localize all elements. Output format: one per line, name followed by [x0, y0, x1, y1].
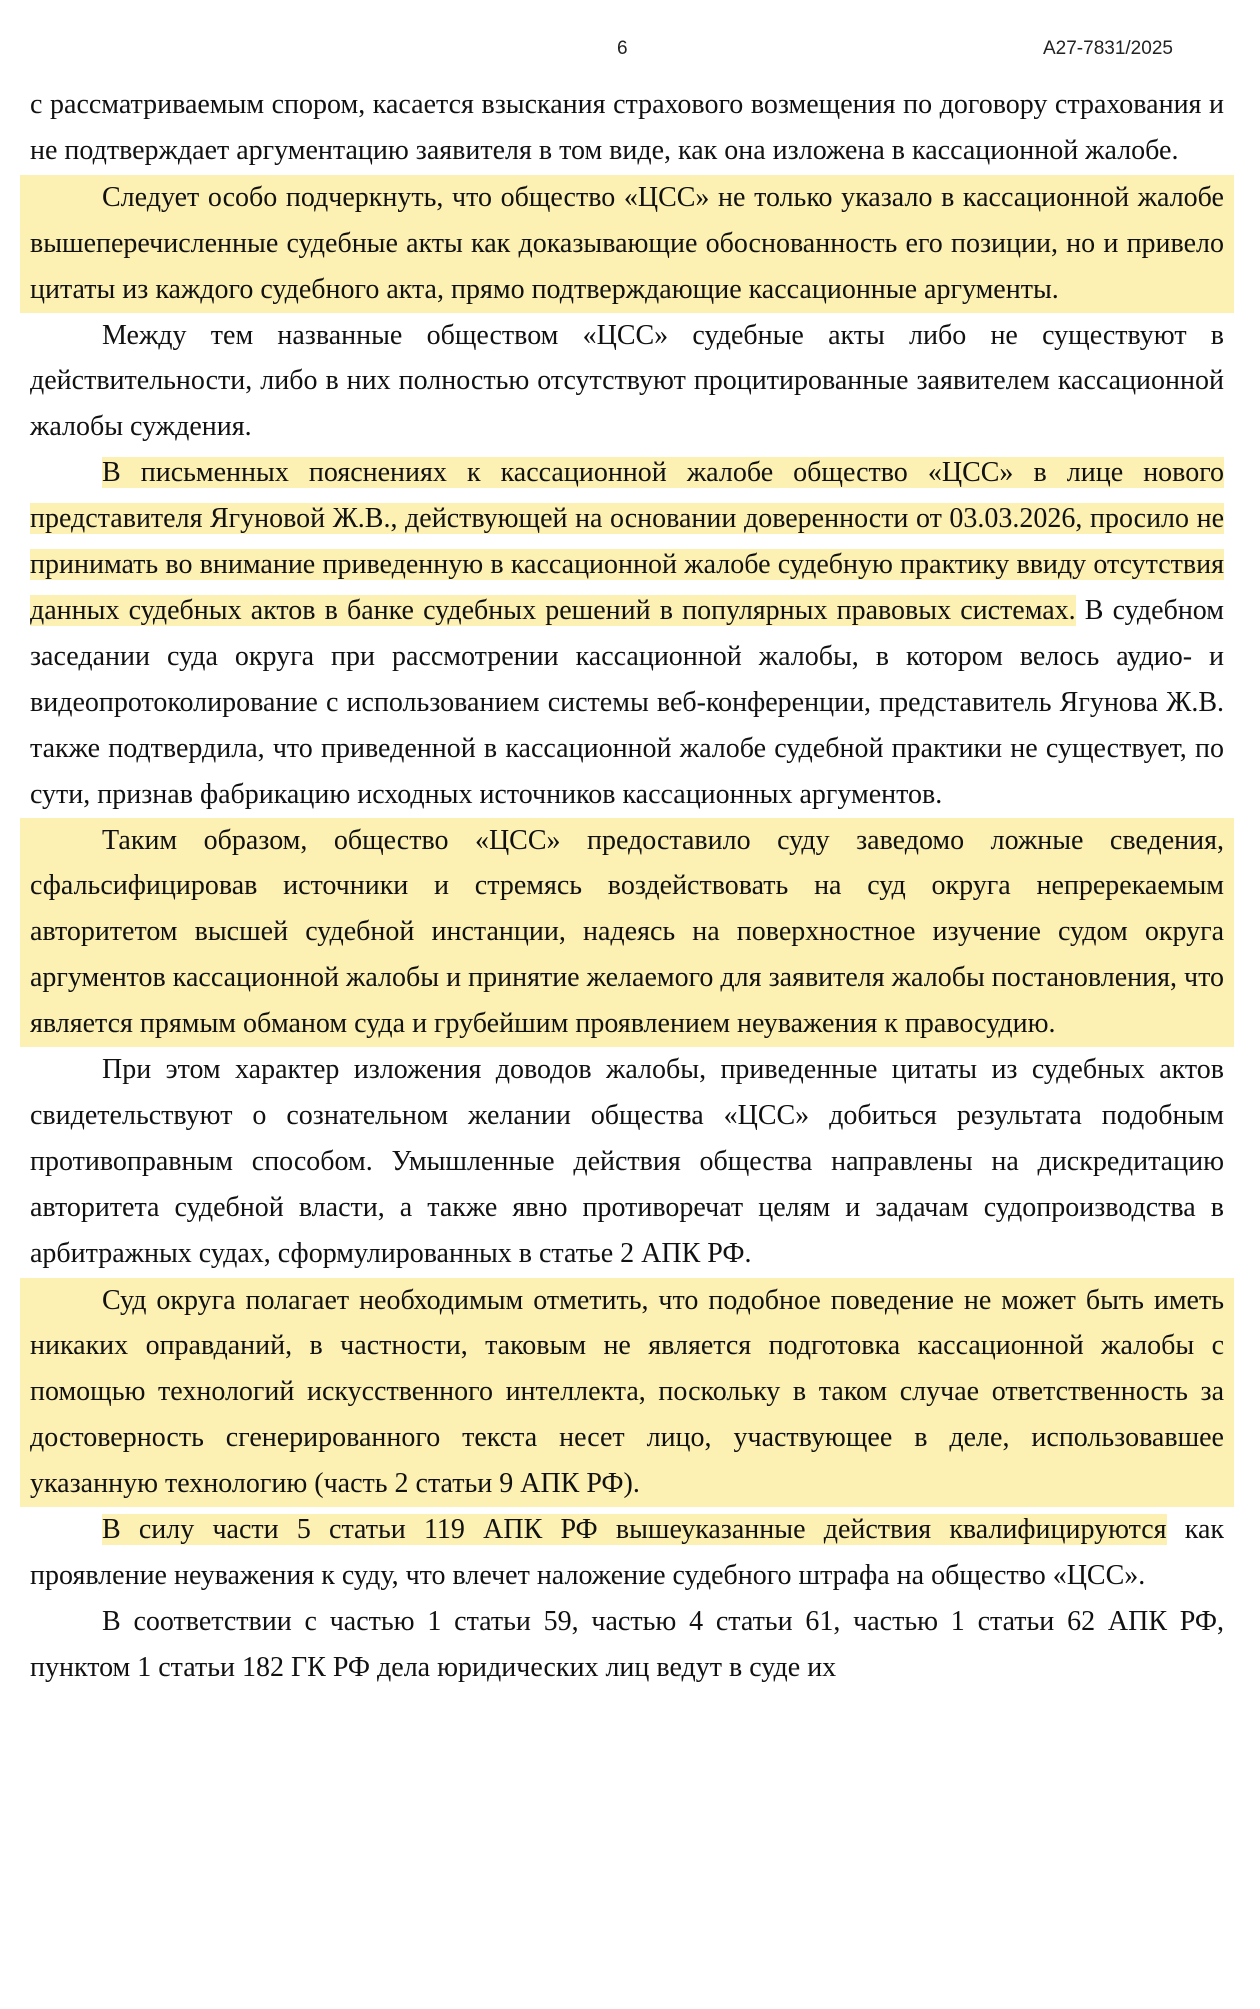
paragraph-mixed — [30, 450, 1224, 817]
paragraph: Между тем названные обществом «ЦСС» судебные акты либо не существуют в действительности, либо в них полностью отсутствуют процитированные заявителем кассационной жалобы суждения. — [30, 319, 1224, 443]
paragraph: В соответствии с частью 1 статьи 59, частью 4 статьи 61, частью 1 статьи 62 АПК РФ, пунктом 1 статьи 182 ГК РФ дела юридических лиц ведут в суде их — [30, 1605, 1224, 1683]
document-body — [30, 82, 1224, 1691]
highlighted-passage: В силу части 5 статьи 119 АПК РФ вышеуказанные действия квалифицируются — [102, 1514, 1167, 1546]
plain-passage: как проявление неуважения к суду, что влечет наложение судебного штрафа на общество «ЦСС». — [30, 1514, 1225, 1591]
paragraph-highlighted: Таким образом, общество «ЦСС» предоставило суду заведомо ложные сведения, сфальсифицировав источники и стремясь воздействовать на суд округа непререкаемым авторитетом высшей судебной инстанции, надеясь на поверхностное изучение судом округа аргументов кассационной жалобы и принятие желаемого для заявителя жалобы постановления, что является прямым обманом суда и грубейшим проявлением неуважения к правосудию. — [20, 818, 1234, 1048]
plain-passage: В судебном заседании суда округа при рассмотрении кассационной жалобы, в котором велось аудио- и видеопротоколирование с использованием системы веб-конференции, представитель Ягунова Ж.В. также подтвердила, что приведенной в кассационной жалобе судебной практики не существует, по сути, признав фабрикацию исходных источников кассационных аргументов. — [30, 594, 1224, 810]
page-header — [0, 38, 1260, 68]
page-number: 6 — [617, 38, 628, 59]
paragraph-highlighted: Суд округа полагает необходимым отметить, что подобное поведение не может быть иметь никаких оправданий, в частности, таковым не является подготовка кассационной жалобы с помощью технологий искусственного интеллекта, поскольку в таком случае ответственность за достоверность сгенерированного текста несет лицо, участвующее в деле, использовавшее указанную технологию (часть 2 статьи 9 АПК РФ). — [20, 1278, 1234, 1508]
paragraph: При этом характер изложения доводов жалобы, приведенные цитаты из судебных актов свидетельствуют о сознательном желании общества «ЦСС» добиться результата подобным противоправным способом. Умышленные действия общества направлены на дискредитацию авторитета судебной власти, а также явно противоречат целям и задачам судопроизводства в арбитражных судах, сформулированных в статье 2 АПК РФ. — [30, 1054, 1224, 1269]
highlighted-passage: В письменных пояснениях к кассационной жалобе общество «ЦСС» в лице нового представителя Ягуновой Ж.В., действующей на основании доверенности от 03.03.2026, просило не принимать во внимание приведенную в кассационной жалобе судебную практику ввиду отсутствия данных судебных актов в банке судебных решений в популярных правовых системах. — [30, 457, 1224, 626]
paragraph-mixed — [30, 1507, 1224, 1599]
paragraph-continuation: с рассматриваемым спором, касается взыскания страхового возмещения по договору страхования и не подтверждает аргументацию заявителя в том виде, как она изложена в кассационной жалобе. — [30, 89, 1224, 166]
case-number: А27-7831/2025 — [1043, 38, 1173, 59]
paragraph-highlighted: Следует особо подчеркнуть, что общество «ЦСС» не только указало в кассационной жалобе вышеперечисленные судебные акты как доказывающие обоснованность его позиции, но и привело цитаты из каждого судебного акта, прямо подтверждающие кассационные аргументы. — [20, 175, 1234, 313]
